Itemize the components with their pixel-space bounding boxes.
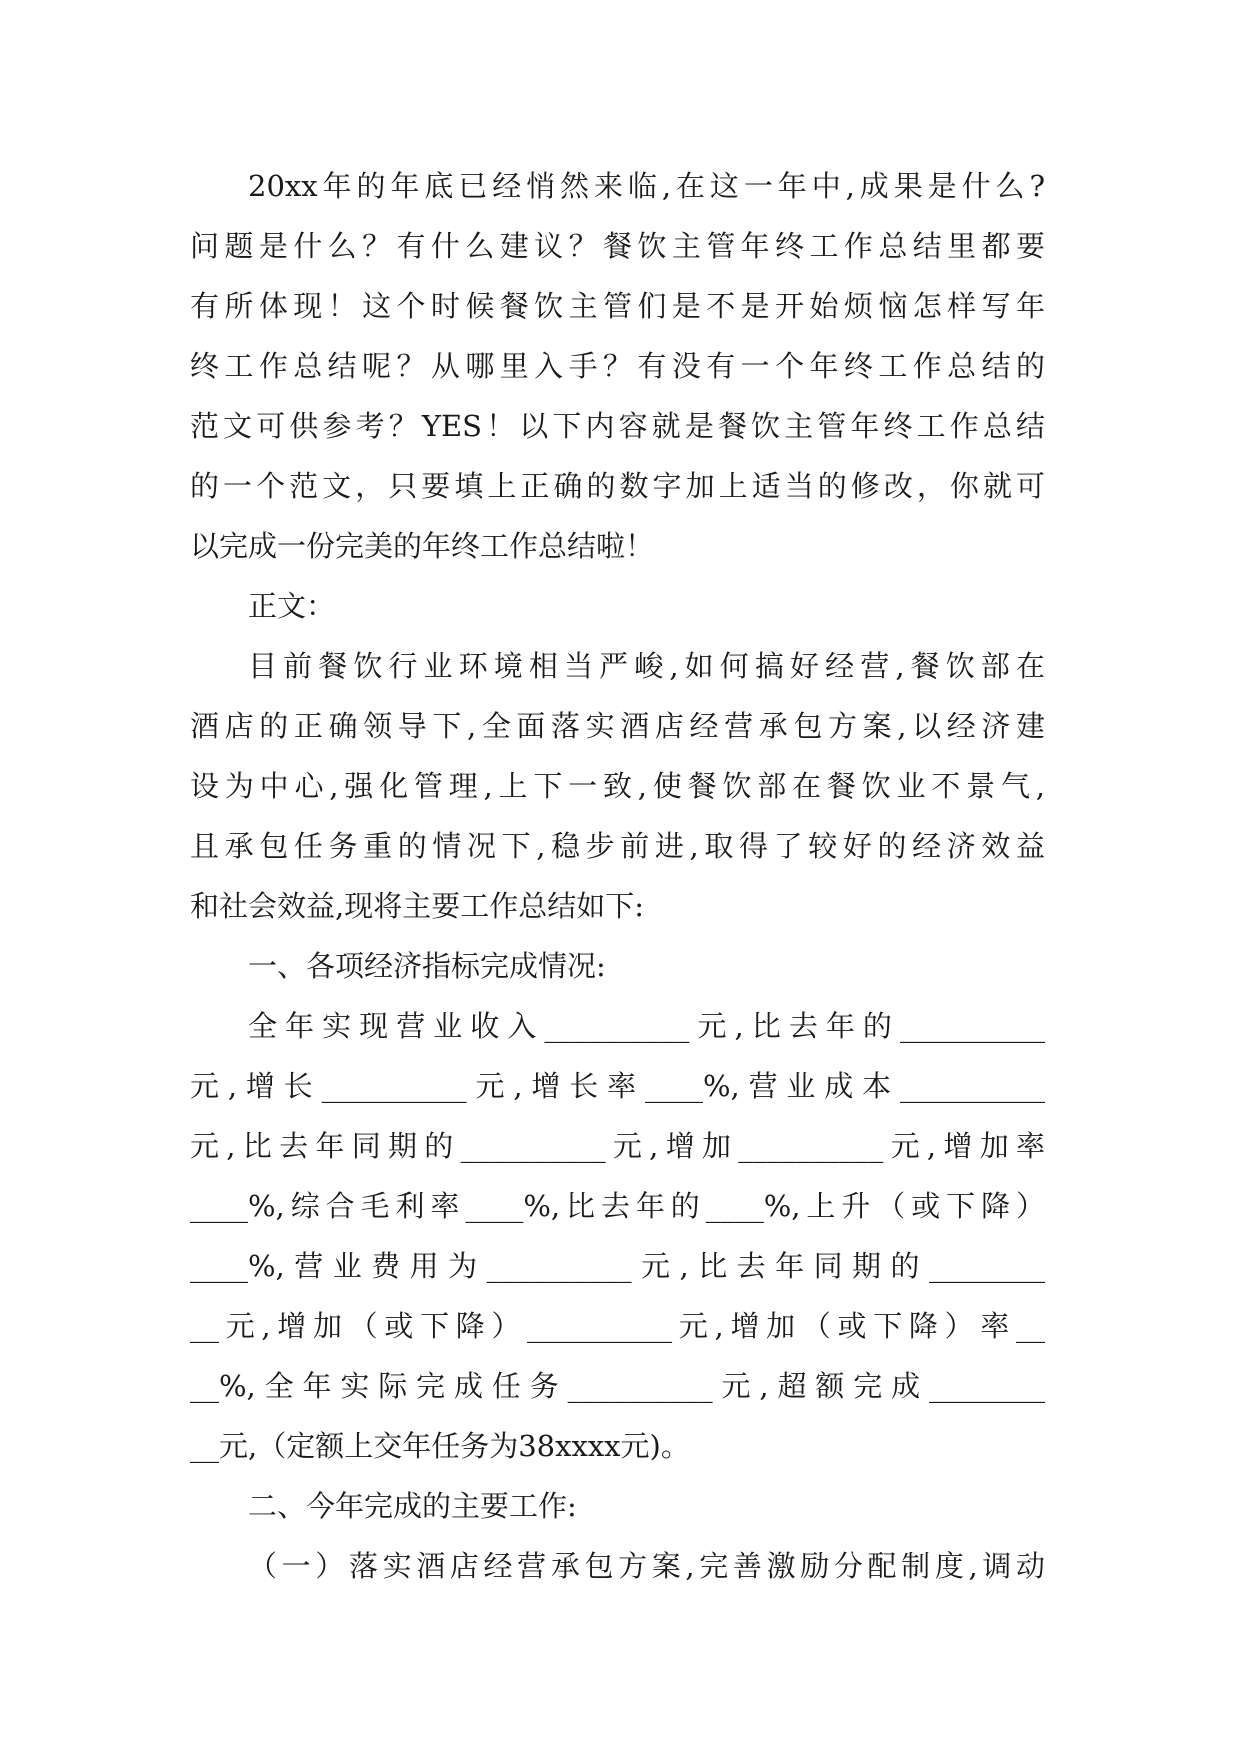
- text-line: __元,增加（或下降）__________元,增加（或下降）率__: [190, 1309, 1045, 1343]
- text-line: 20xx年的年底已经悄然来临,在这一年中,成果是什么?: [248, 169, 1045, 203]
- text-line: ____%,综合毛利率____%,比去年的____%,上升（或下降）: [190, 1189, 1045, 1223]
- text-line: 终工作总结呢？从哪里入手？有没有一个年终工作总结的: [190, 349, 1045, 383]
- text-line: 有所体现！这个时候餐饮主管们是不是开始烦恼怎样写年: [190, 289, 1045, 323]
- text-line: 目前餐饮行业环境相当严峻,如何搞好经营,餐饮部在: [248, 649, 1045, 683]
- text-line: __元,（定额上交年任务为38xxxx元)。: [190, 1429, 690, 1463]
- text-line: ____%,营业费用为__________元,比去年同期的________: [190, 1249, 1045, 1283]
- text-line: 且承包任务重的情况下,稳步前进,取得了较好的经济效益: [190, 829, 1045, 863]
- text-line: 和社会效益,现将主要工作总结如下:: [190, 889, 644, 923]
- text-line: 的一个范文，只要填上正确的数字加上适当的修改，你就可: [190, 469, 1045, 503]
- text-line: 全年实现营业收入__________元,比去年的__________: [248, 1009, 1045, 1043]
- text-line: 范文可供参考？YES！以下内容就是餐饮主管年终工作总结: [190, 409, 1045, 443]
- text-line: 二、今年完成的主要工作:: [248, 1489, 577, 1523]
- document-body: [190, 156, 1045, 1596]
- text-line: __%,全年实际完成任务__________元,超额完成________: [190, 1369, 1045, 1403]
- text-line: 元,增长__________元,增长率____%,营业成本__________: [190, 1069, 1045, 1103]
- text-line: 设为中心,强化管理,上下一致,使餐饮部在餐饮业不景气,: [190, 769, 1045, 803]
- text-line: 问题是什么？有什么建议？餐饮主管年终工作总结里都要: [190, 229, 1045, 263]
- text-line: 一、各项经济指标完成情况:: [248, 949, 606, 983]
- text-line: （一）落实酒店经营承包方案,完善激励分配制度,调动: [248, 1549, 1045, 1583]
- text-line: 酒店的正确领导下,全面落实酒店经营承包方案,以经济建: [190, 709, 1045, 743]
- text-line: 以完成一份完美的年终工作总结啦！: [190, 529, 655, 563]
- text-line: 正文：: [248, 589, 336, 623]
- text-line: 元,比去年同期的__________元,增加__________元,增加率: [190, 1129, 1045, 1163]
